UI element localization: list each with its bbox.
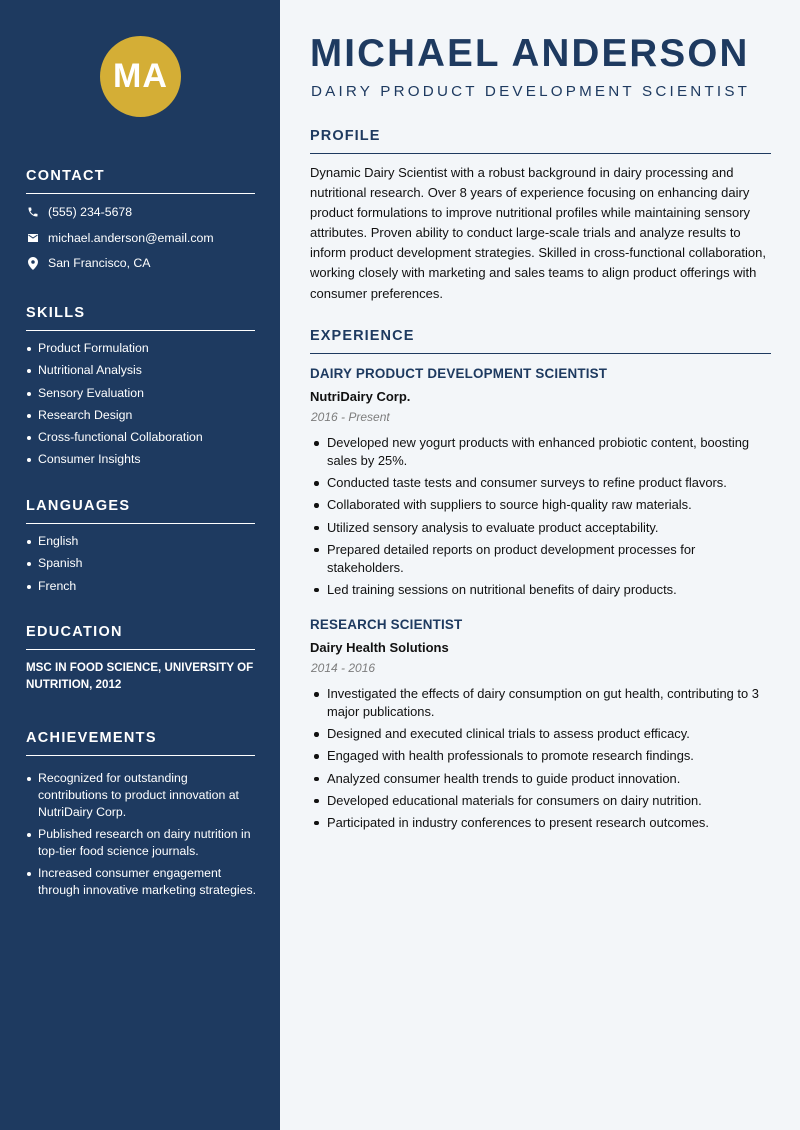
achievements-heading: ACHIEVEMENTS — [26, 730, 255, 756]
job-role: RESEARCH SCIENTIST — [310, 617, 463, 632]
contact-email — [26, 231, 214, 245]
skill-item: Consumer Insights — [26, 451, 258, 468]
job-company: NutriDairy Corp. — [310, 389, 411, 404]
job-role: DAIRY PRODUCT DEVELOPMENT SCIENTIST — [310, 366, 608, 381]
job-bullets — [310, 685, 772, 836]
profile-heading: PROFILE — [310, 128, 771, 154]
skill-item: Sensory Evaluation — [26, 385, 258, 402]
profile-text: Dynamic Dairy Scientist with a robust background in dairy processing and nutritional research. Over 8 years of experience focusing on enhancing dairy product formulations to improve nutritional profiles while maintaining sensory attributes. Proven ability to conduct large-scale trials and analyze results to inform product development strategies. Skilled in cross-functional collaboration, working closely with marketing and sales teams to align product offerings with consumer preferences. — [310, 165, 766, 301]
job-bullet: Participated in industry conferences to present research outcomes. — [310, 814, 772, 832]
location-text: San Francisco, CA — [48, 256, 151, 270]
skills-list — [26, 340, 258, 474]
job-bullet: Engaged with health professionals to promote research findings. — [310, 747, 772, 765]
job-bullet: Developed educational materials for consumers on dairy nutrition. — [310, 792, 772, 810]
contact-phone — [26, 205, 132, 219]
job-bullets — [310, 434, 772, 603]
sidebar — [0, 0, 280, 1130]
language-item: English — [26, 533, 258, 550]
achievement-item: Published research on dairy nutrition in top-tier food science journals. — [26, 826, 258, 860]
job-dates: 2016 - Present — [311, 410, 390, 424]
phone-text: (555) 234-5678 — [48, 205, 133, 219]
email-icon — [26, 232, 39, 245]
job-bullet: Collaborated with suppliers to source high-quality raw materials. — [310, 496, 772, 514]
job-bullet: Developed new yogurt products with enhanced probiotic content, boosting sales by 25%. — [310, 434, 772, 470]
languages-list — [26, 533, 258, 600]
contact-heading: CONTACT — [26, 168, 255, 194]
skill-item: Cross-functional Collaboration — [26, 429, 258, 446]
job-dates: 2014 - 2016 — [311, 661, 376, 675]
job-bullet: Led training sessions on nutritional benefits of dairy products. — [310, 581, 772, 599]
location-pin-icon — [26, 257, 39, 270]
candidate-title: DAIRY PRODUCT DEVELOPMENT SCIENTIST — [311, 83, 751, 100]
candidate-name: MICHAEL ANDERSON — [310, 32, 750, 75]
achievement-item: Increased consumer engagement through innovative marketing strategies. — [26, 865, 258, 899]
education-degree: MSC IN FOOD SCIENCE, UNIVERSITY OF NUTRITION, 2012 — [26, 661, 254, 691]
skill-item: Research Design — [26, 407, 258, 424]
contact-location — [26, 256, 151, 270]
job-company: Dairy Health Solutions — [310, 640, 449, 655]
skills-heading: SKILLS — [26, 305, 255, 331]
language-item: French — [26, 578, 258, 595]
education-heading: EDUCATION — [26, 624, 255, 650]
phone-icon — [26, 206, 39, 219]
achievement-item: Recognized for outstanding contributions to product innovation at NutriDairy Corp. — [26, 770, 258, 821]
languages-heading: LANGUAGES — [26, 498, 255, 524]
skill-item: Product Formulation — [26, 340, 258, 357]
job-bullet: Designed and executed clinical trials to assess product efficacy. — [310, 725, 772, 743]
achievements-list — [26, 770, 258, 904]
avatar: MA — [100, 36, 181, 117]
job-bullet: Utilized sensory analysis to evaluate product acceptability. — [310, 519, 772, 537]
job-bullet: Conducted taste tests and consumer surveys to refine product flavors. — [310, 474, 772, 492]
experience-heading: EXPERIENCE — [310, 328, 771, 354]
email-text: michael.anderson@email.com — [48, 231, 214, 245]
skill-item: Nutritional Analysis — [26, 362, 258, 379]
language-item: Spanish — [26, 555, 258, 572]
job-bullet: Prepared detailed reports on product development processes for stakeholders. — [310, 541, 772, 577]
job-bullet: Analyzed consumer health trends to guide product innovation. — [310, 770, 772, 788]
job-bullet: Investigated the effects of dairy consumption on gut health, contributing to 3 major publications. — [310, 685, 772, 721]
